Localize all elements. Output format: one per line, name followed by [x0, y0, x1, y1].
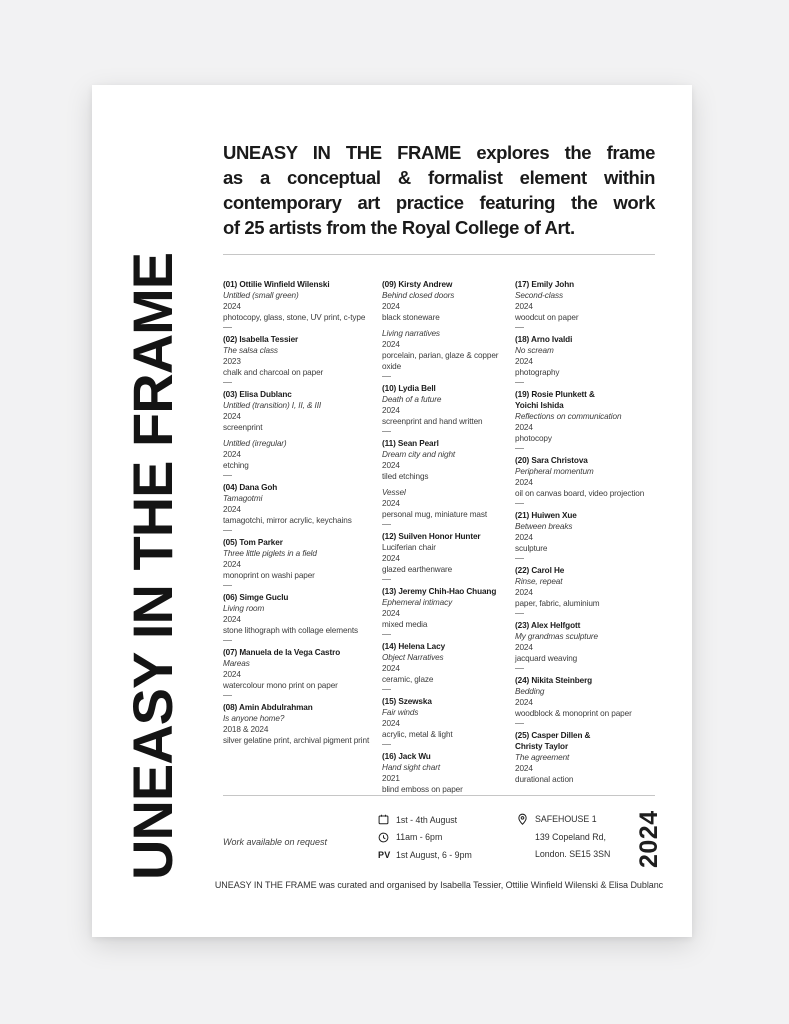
work-medium: blind emboss on paper	[382, 785, 463, 794]
venue-block	[517, 811, 610, 864]
artist-name	[515, 675, 655, 686]
work-title: The salsa class	[223, 346, 278, 355]
artist-name	[382, 751, 512, 762]
work-medium: stone lithograph with collage elements	[223, 626, 359, 635]
artist-name	[382, 438, 512, 449]
artist-name	[223, 389, 379, 400]
artwork	[382, 394, 512, 427]
work-medium: mixed media	[382, 620, 428, 629]
artist-name-line: (22) Carol He	[515, 566, 565, 575]
artist-name-line: (11) Sean Pearl	[382, 439, 439, 448]
work-title: Is anyone home?	[223, 714, 285, 723]
artist-name	[223, 647, 379, 658]
artist-entry	[382, 279, 512, 372]
work-medium: tamagotchi, mirror acrylic, keychains	[223, 516, 352, 525]
entry-separator	[382, 524, 391, 525]
poster-content	[223, 85, 655, 795]
work-year: 2024	[223, 505, 241, 514]
artist-entry	[382, 696, 512, 740]
work-year: 2024	[515, 698, 533, 707]
work-medium: personal mug, miniature mast	[382, 510, 488, 519]
work-medium: oil on canvas board, video projection	[515, 489, 645, 498]
footer-divider	[223, 795, 655, 796]
work-title: Dream city and night	[382, 450, 456, 459]
artist-entry	[223, 702, 379, 746]
entry-separator	[515, 448, 524, 449]
availability-note: Work available on request	[223, 837, 328, 847]
artwork	[223, 345, 379, 378]
artist-name	[223, 537, 379, 548]
artist-entry	[223, 482, 379, 526]
work-medium: jacquard weaving	[515, 654, 578, 663]
artist-entry	[223, 334, 379, 378]
artist-entry	[515, 279, 655, 323]
work-title: Vessel	[382, 488, 406, 497]
artwork	[515, 411, 655, 444]
artwork	[223, 438, 379, 471]
work-title: Peripheral momentum	[515, 467, 594, 476]
work-medium: monoprint on washi paper	[223, 571, 315, 580]
artist-name-line: (04) Dana Goh	[223, 483, 278, 492]
work-year: 2024	[515, 588, 533, 597]
entry-separator	[382, 579, 391, 580]
pv-label: PV	[378, 849, 391, 860]
artist-name-line: (12) Suilven Honor Hunter	[382, 532, 481, 541]
work-title: Death of a future	[382, 395, 442, 404]
credit-line: UNEASY IN THE FRAME was curated and organised by Isabella Tessier, Ottilie Winfield Wilenski & Elisa Dublanc	[214, 880, 664, 890]
work-year: 2024	[382, 406, 400, 415]
artist-name-line: (07) Manuela de la Vega Castro	[223, 648, 341, 657]
artist-name	[223, 592, 379, 603]
work-year: 2024	[515, 478, 533, 487]
artist-name	[515, 455, 655, 466]
artist-entry	[515, 510, 655, 554]
work-year: 2024	[382, 719, 400, 728]
intro-line: of 25 artists from the Royal College of Art.	[223, 217, 575, 238]
artwork	[223, 658, 379, 691]
artist-name	[223, 482, 379, 493]
work-medium: durational action	[515, 775, 574, 784]
artist-name	[382, 586, 512, 597]
work-medium: photocopy	[515, 434, 552, 443]
artist-entry	[223, 647, 379, 691]
artist-name-line: (06) Simge Guclu	[223, 593, 289, 602]
work-year: 2024	[515, 357, 533, 366]
work-year: 2024	[223, 670, 241, 679]
artist-name-line: (20) Sara Christova	[515, 456, 588, 465]
work-title: Luciferian chair	[382, 543, 436, 552]
work-year: 2024	[382, 302, 400, 311]
artist-entry	[382, 531, 512, 575]
artwork	[515, 752, 655, 785]
work-title: My grandmas sculpture	[515, 632, 598, 641]
work-year: 2024	[382, 461, 400, 470]
work-title: Behind closed doors	[382, 291, 455, 300]
work-year: 2018 & 2024	[223, 725, 269, 734]
artist-name	[382, 279, 512, 290]
artist-entry	[515, 455, 655, 499]
artist-name-line: (08) Amin Abdulrahman	[223, 703, 313, 712]
entry-separator	[223, 695, 232, 696]
clock-icon	[378, 832, 390, 843]
artist-name	[223, 279, 379, 290]
entry-separator	[223, 640, 232, 641]
location-pin-icon	[517, 811, 529, 864]
calendar-icon	[378, 814, 390, 825]
artwork	[382, 290, 512, 323]
venue-address	[535, 829, 610, 864]
artwork	[515, 686, 655, 719]
artist-name	[382, 696, 512, 707]
entry-separator	[223, 475, 232, 476]
artist-name-line: (15) Szewska	[382, 697, 432, 706]
work-title: Tamagotmi	[223, 494, 263, 503]
artist-name	[515, 730, 655, 752]
artist-name-line: Yoichi Ishida	[515, 401, 564, 410]
artist-name-line: (25) Casper Dillen &	[515, 731, 591, 740]
artist-name	[382, 531, 512, 542]
artist-column	[223, 279, 379, 795]
artist-name-line: (19) Rosie Plunkett &	[515, 390, 595, 399]
schedule-row	[378, 829, 472, 847]
artwork	[382, 707, 512, 740]
artist-name	[515, 279, 655, 290]
artist-entry	[223, 279, 379, 323]
work-title: Mareas	[223, 659, 250, 668]
work-medium: chalk and charcoal on paper	[223, 368, 324, 377]
work-medium: porcelain, parian, glaze & copper oxide	[382, 351, 499, 371]
entry-separator	[515, 613, 524, 614]
work-medium: screenprint and hand written	[382, 417, 483, 426]
work-medium: etching	[223, 461, 249, 470]
artist-name-line: (02) Isabella Tessier	[223, 335, 299, 344]
artist-name	[515, 389, 655, 411]
artist-entry	[515, 675, 655, 719]
artist-name	[515, 334, 655, 345]
artwork	[382, 328, 512, 372]
artist-entry	[515, 620, 655, 664]
artwork	[223, 290, 379, 323]
work-medium: black stoneware	[382, 313, 440, 322]
work-year: 2024	[382, 499, 400, 508]
artwork	[382, 762, 512, 795]
artist-name-line: (17) Emily John	[515, 280, 575, 289]
entry-separator	[515, 723, 524, 724]
venue-name: SAFEHOUSE 1	[535, 814, 597, 824]
artist-name-line: (21) Huiwen Xue	[515, 511, 577, 520]
schedule-row	[378, 846, 472, 864]
work-year: 2024	[382, 340, 400, 349]
artist-entry	[382, 438, 512, 520]
artwork	[382, 542, 512, 575]
entry-separator	[515, 382, 524, 383]
work-title: Ephemeral intimacy	[382, 598, 453, 607]
work-year: 2024	[515, 423, 533, 432]
work-year: 2024	[382, 664, 400, 673]
work-title: Object Narratives	[382, 653, 444, 662]
work-year: 2024	[515, 533, 533, 542]
intro-divider	[223, 254, 655, 255]
artist-name	[382, 641, 512, 652]
work-title: Rinse, repeat	[515, 577, 563, 586]
artist-entry	[515, 730, 655, 785]
entry-separator	[382, 689, 391, 690]
artist-name-line: (24) Nikita Steinberg	[515, 676, 593, 685]
artist-name-line: (13) Jeremy Chih-Hao Chuang	[382, 587, 497, 596]
entry-separator	[223, 327, 232, 328]
intro-line: contemporary art practice featuring the work	[223, 192, 655, 213]
work-title: Fair winds	[382, 708, 419, 717]
intro-line: as a conceptual & formalist element within	[223, 167, 655, 188]
artwork	[515, 576, 655, 609]
entry-separator	[382, 376, 391, 377]
artist-name-line: (01) Ottilie Winfield Wilenski	[223, 280, 330, 289]
venue-address-line: London. SE15 3SN	[535, 849, 611, 859]
artist-entry	[382, 751, 512, 795]
work-medium: paper, fabric, aluminium	[515, 599, 600, 608]
artwork	[515, 290, 655, 323]
work-year: 2024	[223, 615, 241, 624]
artist-list	[223, 279, 655, 795]
work-title: Three little piglets in a field	[223, 549, 317, 558]
artist-name-line: (16) Jack Wu	[382, 752, 431, 761]
schedule-block	[378, 811, 472, 864]
artist-entry	[382, 586, 512, 630]
artwork	[382, 652, 512, 685]
work-medium: photography	[515, 368, 560, 377]
artist-name	[515, 510, 655, 521]
artwork	[515, 521, 655, 554]
schedule-text: 1st August, 6 - 9pm	[396, 849, 472, 860]
entry-separator	[223, 382, 232, 383]
artist-column	[515, 279, 655, 795]
work-year: 2021	[382, 774, 400, 783]
artist-entry	[223, 389, 379, 471]
work-year: 2024	[223, 302, 241, 311]
artwork	[515, 631, 655, 664]
entry-separator	[515, 327, 524, 328]
entry-separator	[382, 744, 391, 745]
work-title: Hand sight chart	[382, 763, 441, 772]
artist-name-line: (05) Tom Parker	[223, 538, 283, 547]
artist-entry	[223, 592, 379, 636]
artist-entry	[515, 565, 655, 609]
artist-entry	[223, 537, 379, 581]
entry-separator	[223, 585, 232, 586]
work-medium: ceramic, glaze	[382, 675, 434, 684]
work-year: 2024	[223, 412, 241, 421]
work-title: Living room	[223, 604, 265, 613]
artist-name	[223, 334, 379, 345]
venue-address-line: 139 Copeland Rd,	[535, 831, 606, 842]
artist-entry	[382, 641, 512, 685]
artwork	[382, 449, 512, 482]
work-medium: photocopy, glass, stone, UV print, c-type	[223, 313, 366, 322]
entry-separator	[515, 668, 524, 669]
work-medium: watercolour mono print on paper	[223, 681, 338, 690]
year-vertical: 2024	[635, 810, 663, 868]
artist-name	[382, 383, 512, 394]
work-medium: acrylic, metal & light	[382, 730, 453, 739]
work-year: 2024	[382, 609, 400, 618]
artist-name-line: Christy Taylor	[515, 742, 569, 751]
artist-name-line: (03) Elisa Dublanc	[223, 390, 292, 399]
entry-separator	[382, 634, 391, 635]
work-year: 2024	[515, 302, 533, 311]
vertical-title: UNEASY IN THE FRAME	[121, 252, 184, 880]
work-medium: silver gelatine print, archival pigment print	[223, 736, 370, 745]
schedule-row	[378, 811, 472, 829]
artist-entry	[515, 389, 655, 444]
entry-separator	[515, 558, 524, 559]
artwork	[515, 345, 655, 378]
intro-line: UNEASY IN THE FRAME explores the frame	[223, 142, 655, 163]
work-year: 2024	[223, 560, 241, 569]
work-title: Untitled (irregular)	[223, 439, 287, 448]
entry-separator	[515, 503, 524, 504]
artist-entry	[382, 383, 512, 427]
work-medium: woodblock & monoprint on paper	[515, 709, 632, 718]
work-title: Second-class	[515, 291, 563, 300]
artist-column	[382, 279, 512, 795]
work-title: No scream	[515, 346, 554, 355]
work-medium: sculpture	[515, 544, 548, 553]
artwork	[382, 597, 512, 630]
artist-name-line: (18) Arno Ivaldi	[515, 335, 573, 344]
artist-entry	[515, 334, 655, 378]
poster-card	[92, 85, 692, 937]
work-title: The agreement	[515, 753, 570, 762]
work-medium: woodcut on paper	[515, 313, 579, 322]
work-medium: tiled etchings	[382, 472, 429, 481]
schedule-text: 11am - 6pm	[396, 832, 443, 843]
work-year: 2024	[223, 450, 241, 459]
work-medium: glazed earthenware	[382, 565, 453, 574]
artist-name-line: (23) Alex Helfgott	[515, 621, 581, 630]
artwork	[223, 713, 379, 746]
work-medium: screenprint	[223, 423, 263, 432]
work-year: 2024	[382, 554, 400, 563]
work-title: Between breaks	[515, 522, 573, 531]
artwork	[515, 466, 655, 499]
artist-name	[515, 620, 655, 631]
artwork	[382, 487, 512, 520]
work-title: Untitled (transition) I, II, & III	[223, 401, 322, 410]
intro-paragraph	[223, 140, 655, 240]
work-year: 2023	[223, 357, 241, 366]
artwork	[223, 400, 379, 433]
entry-separator	[223, 530, 232, 531]
work-title: Reflections on communication	[515, 412, 622, 421]
artist-name-line: (10) Lydia Bell	[382, 384, 436, 393]
schedule-text: 1st - 4th August	[396, 814, 458, 825]
artist-name-line: (14) Helena Lacy	[382, 642, 446, 651]
artist-name	[515, 565, 655, 576]
work-title: Bedding	[515, 687, 545, 696]
entry-separator	[382, 431, 391, 432]
artwork	[223, 493, 379, 526]
artwork	[223, 548, 379, 581]
artist-name-line: (09) Kirsty Andrew	[382, 280, 453, 289]
work-title: Living narratives	[382, 329, 440, 338]
work-year: 2024	[515, 643, 533, 652]
work-title: Untitled (small green)	[223, 291, 299, 300]
work-year: 2024	[515, 764, 533, 773]
artist-name	[223, 702, 379, 713]
artwork	[223, 603, 379, 636]
